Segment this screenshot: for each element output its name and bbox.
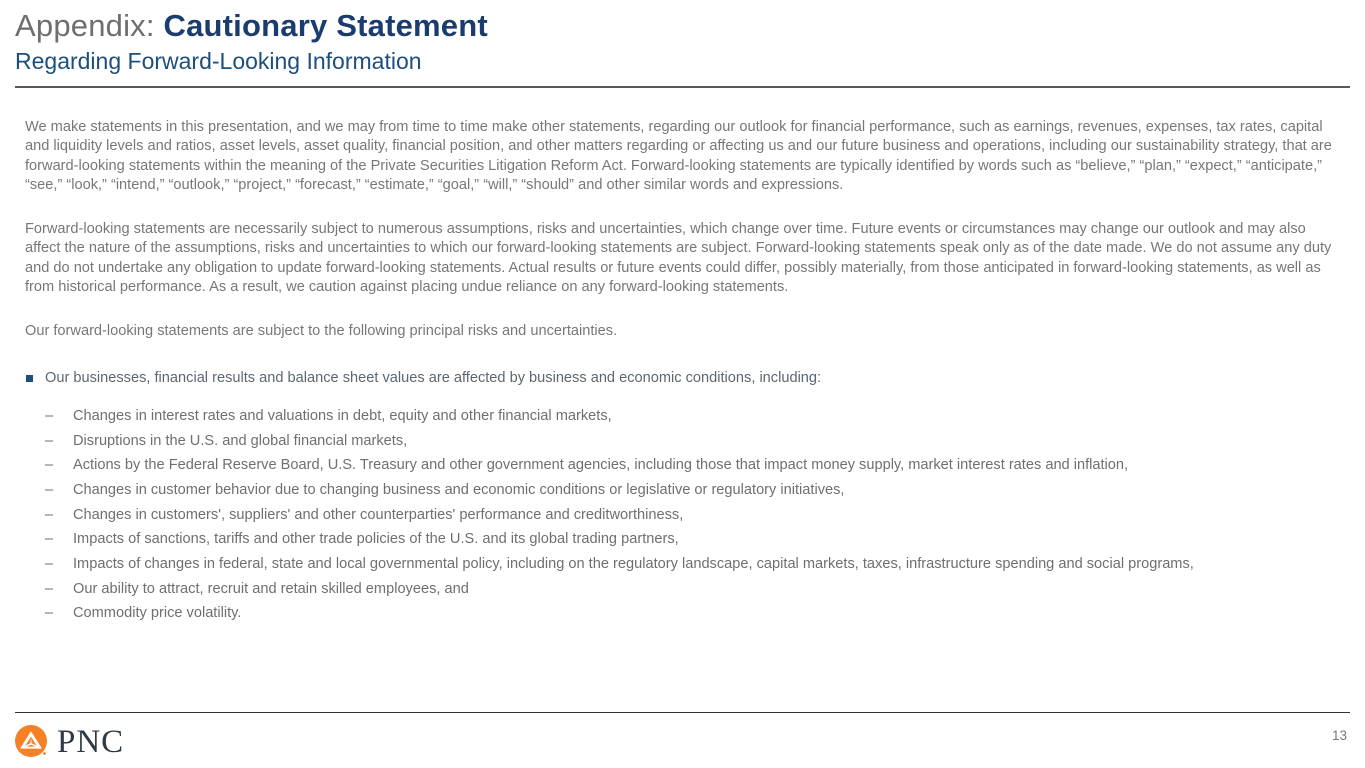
slide-header: [0, 0, 1365, 76]
paragraph-principal-risks-leadin: Our forward-looking statements are subject to the following principal risks and uncertainties.: [25, 323, 618, 340]
list-item: – Changes in interest rates and valuations in debt, equity and other financial markets,: [45, 407, 1341, 426]
lead-bullet-item: [25, 369, 1341, 388]
slide-content: [0, 88, 1365, 624]
list-item: – Changes in customers', suppliers' and other counterparties' performance and creditworthiness,: [45, 506, 1341, 525]
list-item: – Our ability to attract, recruit and retain skilled employees, and: [45, 580, 1341, 599]
paragraph-forward-looking-intro: We make statements in this presentation, and we may from time to time make other statements, regarding our outlook for financial performance, such as earnings, revenues, expenses, tax rates, capital and liquidity levels and ratios, asset levels, asset quality, financial position, and other matters regarding or affecting us and our future business and operations, including our sustainability strategy, that are forward-looking statements within the meaning of the Private Securities Litigation Reform Act. Forward-looking statements are typically identified by words such as “believe,” “plan,” “expect,” “anticipate,” “see,” “look,” “intend,” “outlook,” “project,” “forecast,” “estimate,” “goal,” “will,” “should” and other similar words and expressions.: [25, 119, 1332, 193]
page-subtitle: Regarding Forward-Looking Information: [15, 48, 422, 74]
list-item: – Disruptions in the U.S. and global financial markets,: [45, 432, 1341, 451]
pnc-logo-icon: [14, 724, 50, 760]
list-item: – Impacts of sanctions, tariffs and other trade policies of the U.S. and its global trading partners,: [45, 530, 1341, 549]
list-item: – Impacts of changes in federal, state and local governmental policy, including on the regulatory landscape, capital markets, taxes, infrastructure spending and social programs,: [45, 555, 1341, 574]
risk-sub-list: [45, 407, 1341, 624]
slide-footer: [14, 722, 1347, 762]
title-prefix: Appendix:: [15, 8, 164, 43]
pnc-wordmark: PNC: [57, 723, 125, 760]
pnc-logo: [14, 724, 124, 760]
paragraph-assumptions-risks: Forward-looking statements are necessarily subject to numerous assumptions, risks and uncertainties, which change over time. Future events or circumstances may change our outlook and may also affect the nature of the assumptions, risks and uncertainties to which our forward-looking statements are subject. Forward-looking statements speak only as of the date made. We do not assume any duty and do not undertake any obligation to update forward-looking statements. Actual results or future events could differ, possibly materially, from those anticipated in forward-looking statements, as well as from historical performance. As a result, we caution against placing undue reliance on any forward-looking statements.: [25, 221, 1332, 296]
list-item: – Commodity price volatility.: [45, 604, 1341, 623]
list-item: – Actions by the Federal Reserve Board, U.S. Treasury and other government agencies, including those that impact money supply, market interest rates and inflation,: [45, 456, 1341, 475]
list-item: – Changes in customer behavior due to changing business and economic conditions or legislative or regulatory initiatives,: [45, 481, 1341, 500]
footer-divider: [15, 712, 1350, 713]
page-number: 13: [1331, 728, 1347, 743]
page-title: [15, 8, 1350, 44]
square-bullet-icon: [26, 375, 33, 382]
lead-bullet-text: Our businesses, financial results and balance sheet values are affected by business and economic conditions, including:: [45, 369, 822, 386]
title-emphasis: Cautionary Statement: [163, 8, 488, 43]
